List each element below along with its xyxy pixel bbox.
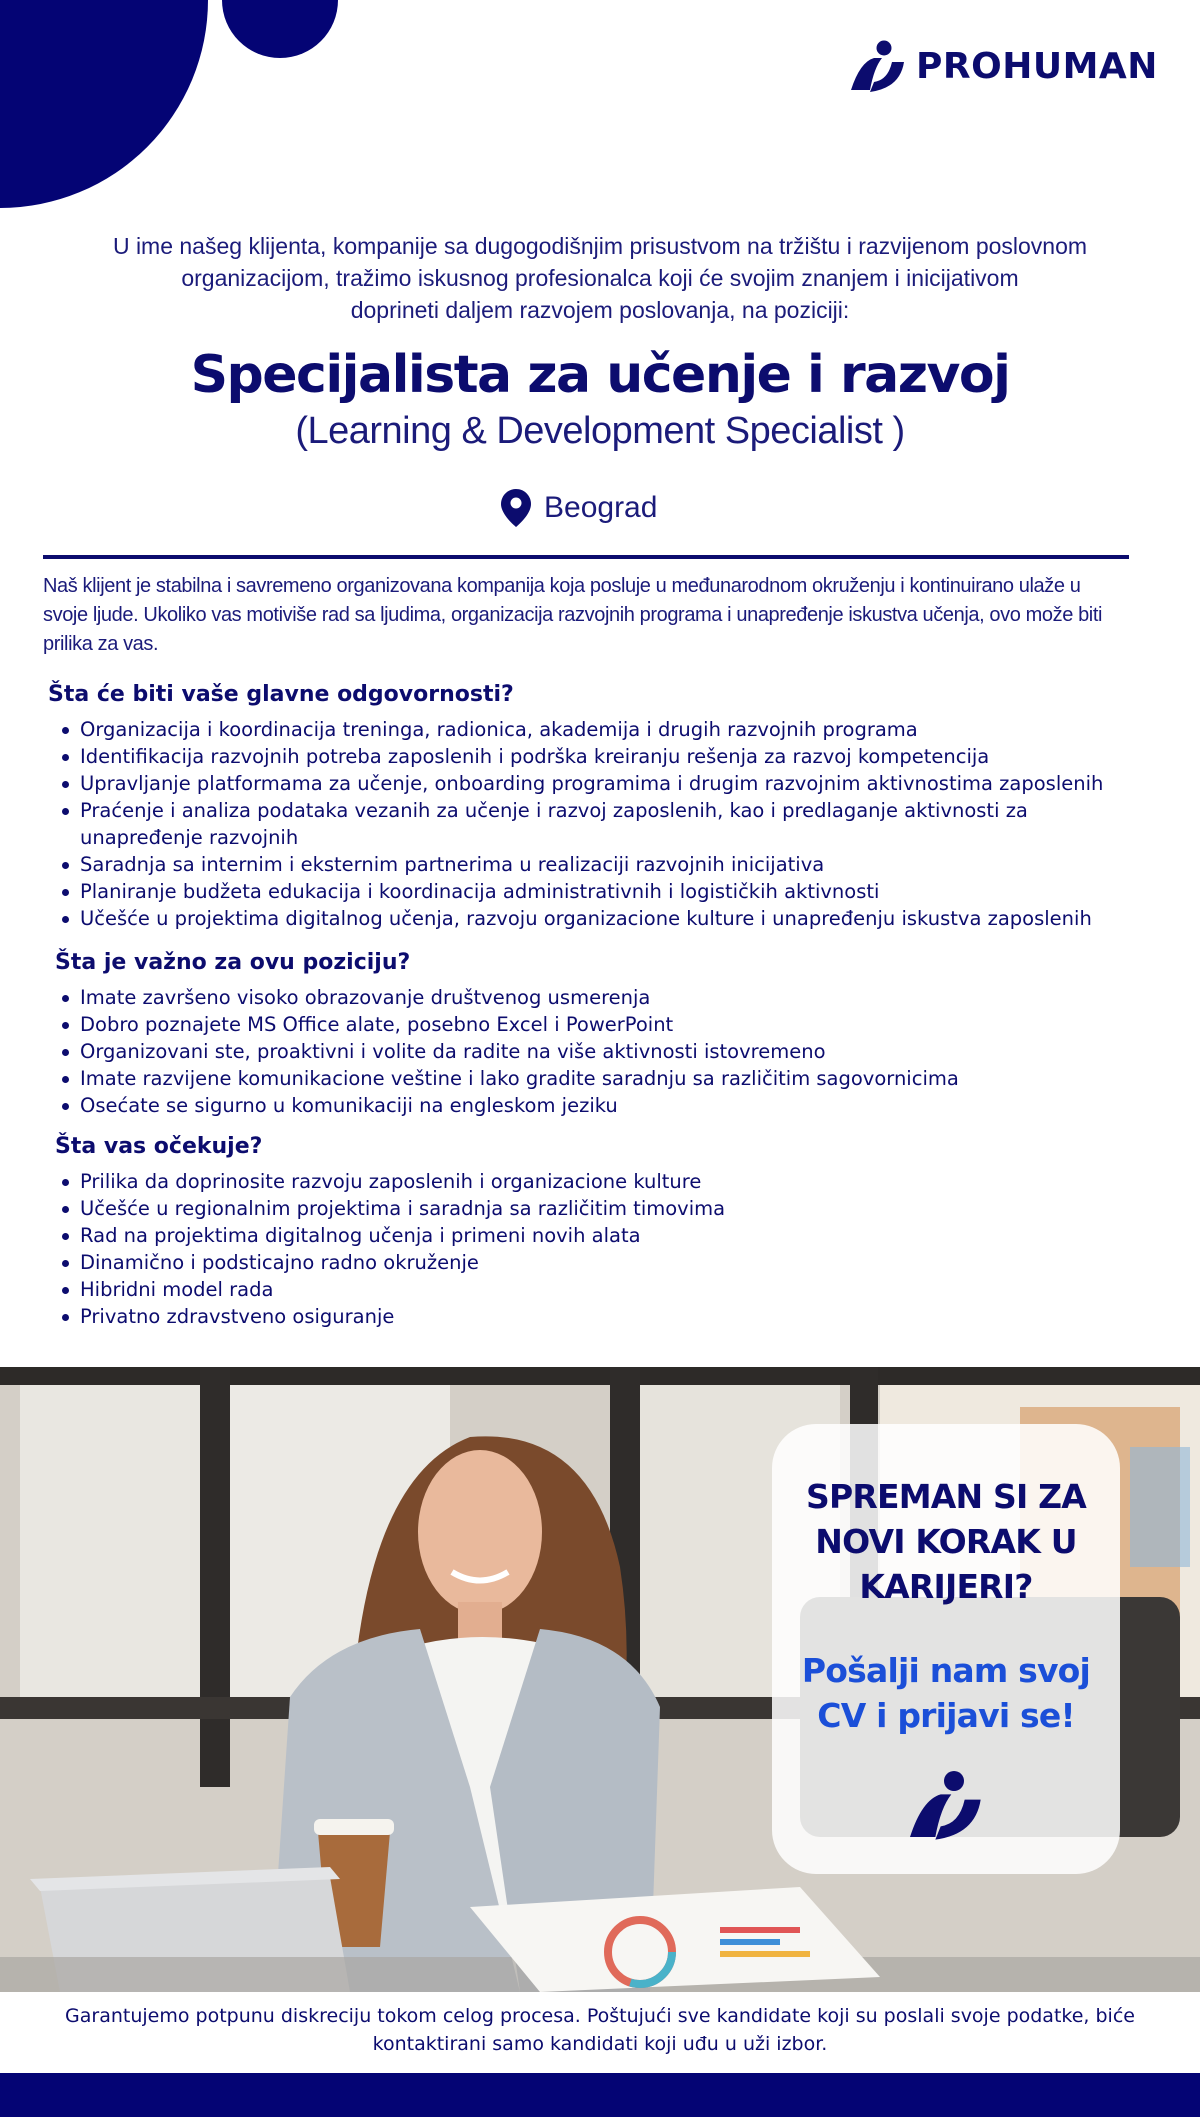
list-item-text: Upravljanje platformama za učenje, onboarding programima i drugim razvojnim aktivnostima zaposlenih <box>80 772 1104 795</box>
company-description-line: Naš klijent je stabilna i savremeno organizovana kompanija koja posluje u međunarodnom okruženju i kontinuirano ulaže u <box>43 575 1081 597</box>
list-item-text: Osećate se sigurno u komunikaciji na engleskom jeziku <box>80 1094 618 1117</box>
company-description <box>43 572 1133 659</box>
requirements-heading: Šta je važno za ovu poziciju? <box>55 950 411 975</box>
list-item-text: Imate razvijene komunikacione veštine i lako gradite saradnju sa različitim sagovornicima <box>80 1067 959 1090</box>
responsibilities-list <box>60 716 1103 932</box>
list-item <box>60 1011 959 1038</box>
list-item <box>60 1222 725 1249</box>
list-item-text: Privatno zdravstveno osiguranje <box>80 1305 395 1328</box>
cta-subtitle-line: CV i prijavi se! <box>817 1696 1075 1735</box>
company-description-line: svoje ljude. Ukoliko vas motiviše rad sa ljudima, organizacija razvojnih programa i unapređenje iskustva učenja, ovo može biti <box>43 604 1103 626</box>
list-item <box>60 716 1103 743</box>
cta-subtitle <box>772 1648 1120 1738</box>
list-item <box>60 1092 959 1119</box>
list-item <box>60 1195 725 1222</box>
disclaimer-line: Garantujemo potpunu diskreciju tokom celog procesa. Poštujući sve kandidate koji su poslali svoje podatke, biće <box>65 2005 1135 2027</box>
section-divider <box>43 555 1129 559</box>
intro-text <box>70 230 1130 326</box>
benefits-heading: Šta vas očekuje? <box>55 1134 263 1159</box>
job-subtitle: (Learning & Development Specialist ) <box>295 410 905 452</box>
list-item <box>60 1303 725 1330</box>
list-item-text: Učešće u regionalnim projektima i saradnja sa različitim timovima <box>80 1197 726 1220</box>
prohuman-logo <box>848 40 1158 92</box>
intro-line: organizacijom, tražimo iskusnog profesionalca koji će svojim znanjem i inicijativom <box>181 265 1019 291</box>
cta-title-line: KARIJERI? <box>859 1567 1033 1606</box>
list-item-text: Rad na projektima digitalnog učenja i primeni novih alata <box>80 1224 641 1247</box>
cta-title-line: NOVI KORAK U <box>815 1522 1077 1561</box>
footer-bar <box>0 2073 1200 2117</box>
list-item <box>60 1168 725 1195</box>
list-item-text: Hibridni model rada <box>80 1278 274 1301</box>
list-item <box>60 797 1103 851</box>
list-item <box>60 984 959 1011</box>
list-item-text: Dinamično i podsticajno radno okruženje <box>80 1251 479 1274</box>
list-item <box>60 1276 725 1303</box>
prohuman-person-icon <box>848 40 908 92</box>
list-item <box>60 1249 725 1276</box>
intro-line: doprineti daljem razvojem poslovanja, na poziciji: <box>350 297 850 323</box>
corner-decoration <box>0 0 360 220</box>
disclaimer-line: kontaktirani samo kandidati koji uđu u uži izbor. <box>372 2033 828 2055</box>
list-item-text: Dobro poznajete MS Office alate, posebno Excel i PowerPoint <box>80 1013 674 1036</box>
list-item-text: Saradnja sa internim i eksternim partnerima u realizaciji razvojnih inicijativa <box>80 853 825 876</box>
prohuman-person-icon <box>906 1770 986 1840</box>
benefits-list <box>60 1168 725 1330</box>
job-title: Specijalista za učenje i razvoj <box>190 345 1010 405</box>
list-item-text: Planiranje budžeta edukacija i koordinacija administrativnih i logističkih aktivnosti <box>80 880 880 903</box>
intro-line: U ime našeg klijenta, kompanije sa dugogodišnjim prisustvom na tržištu i razvijenom poslovnom <box>112 233 1088 259</box>
list-item <box>60 1065 959 1092</box>
list-item-text: Učešće u projektima digitalnog učenja, razvoju organizacione kulture i unapređenju iskustva zaposlenih <box>80 907 1092 930</box>
list-item-text: Identifikacija razvojnih potreba zaposlenih i podrška kreiranju rešenja za razvoj kompetencija <box>80 745 990 768</box>
requirements-list <box>60 984 959 1119</box>
company-description-line: prilika za vas. <box>43 633 159 655</box>
list-item <box>60 878 1103 905</box>
map-pin-icon <box>500 488 532 528</box>
disclaimer <box>40 2002 1160 2058</box>
cta-card <box>772 1424 1120 1874</box>
responsibilities-heading: Šta će biti vaše glavne odgovornosti? <box>48 682 514 707</box>
cta-title <box>772 1474 1120 1609</box>
location-text: Beograd <box>544 491 658 524</box>
list-item-text: Prilika da doprinosite razvoju zaposlenih i organizacione kulture <box>80 1170 702 1193</box>
list-item-text: unapređenje razvojnih <box>80 826 299 849</box>
cta-title-line: SPREMAN SI ZA <box>806 1477 1086 1516</box>
cta-subtitle-line: Pošalji nam svoj <box>801 1651 1091 1690</box>
list-item <box>60 770 1103 797</box>
list-item-text: Organizacija i koordinacija treninga, radionica, akademija i drugih razvojnih programa <box>80 718 918 741</box>
list-item <box>60 905 1103 932</box>
brand-name: PROHUMAN <box>916 45 1158 87</box>
list-item <box>60 1038 959 1065</box>
list-item-text: Imate završeno visoko obrazovanje društvenog usmerenja <box>80 986 651 1009</box>
list-item <box>60 851 1103 878</box>
list-item-text: Organizovani ste, proaktivni i volite da radite na više aktivnosti istovremeno <box>80 1040 826 1063</box>
location <box>500 488 657 528</box>
list-item-text: Praćenje i analiza podataka vezanih za učenje i razvoj zaposlenih, kao i predlaganje aktivnosti za <box>80 799 1028 822</box>
list-item <box>60 743 1103 770</box>
